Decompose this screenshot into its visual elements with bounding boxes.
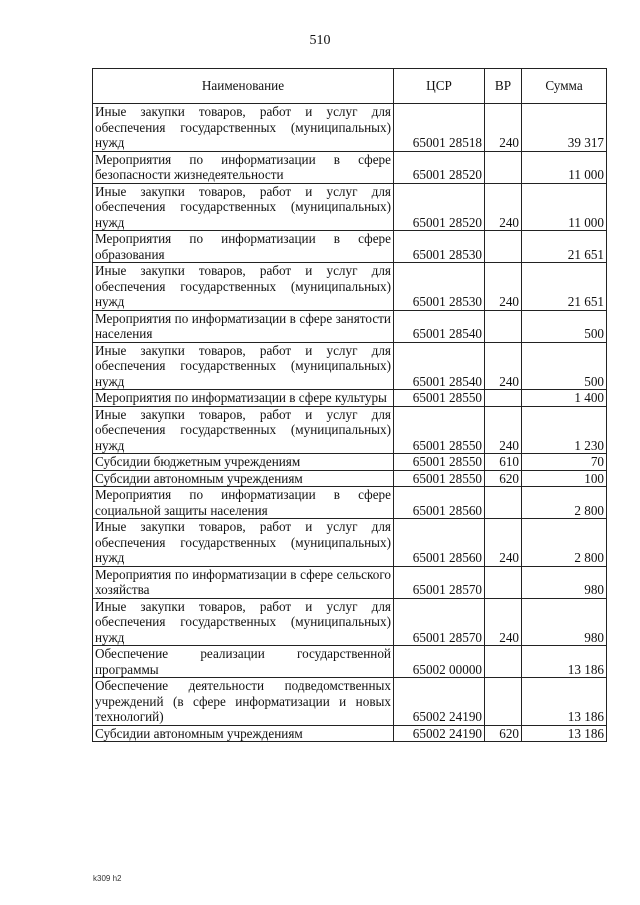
row-sum-cell: 1 400 [522,390,607,407]
table-row [93,390,607,407]
row-vr-cell [485,390,522,407]
row-name-cell: Иные закупки товаров, работ и услуг для обеспечения государственных (муниципальных) нужд [93,598,394,646]
row-sum-cell: 13 186 [522,678,607,726]
row-csr-cell: 65001 28518 [394,104,485,152]
row-sum-cell: 980 [522,598,607,646]
row-csr-cell: 65001 28570 [394,566,485,598]
row-name-cell: Иные закупки товаров, работ и услуг для обеспечения государственных (муниципальных) нужд [93,519,394,567]
row-csr-cell: 65001 28550 [394,406,485,454]
header-csr: ЦСР [394,69,485,104]
budget-table [92,68,607,742]
row-csr-cell: 65001 28550 [394,470,485,487]
table-row [93,406,607,454]
row-vr-cell [485,487,522,519]
row-vr-cell: 240 [485,598,522,646]
row-sum-cell: 11 000 [522,151,607,183]
row-sum-cell: 21 651 [522,231,607,263]
row-name-cell: Субсидии автономным учреждениям [93,725,394,742]
row-sum-cell: 2 800 [522,519,607,567]
row-vr-cell: 240 [485,342,522,390]
table-row [93,646,607,678]
row-vr-cell: 610 [485,454,522,471]
row-vr-cell: 240 [485,406,522,454]
row-vr-cell: 620 [485,470,522,487]
table-body [93,104,607,742]
row-name-cell: Иные закупки товаров, работ и услуг для обеспечения государственных (муниципальных) нужд [93,342,394,390]
table-row [93,678,607,726]
row-csr-cell: 65001 28570 [394,598,485,646]
row-name-cell: Субсидии автономным учреждениям [93,470,394,487]
table-row [93,104,607,152]
row-csr-cell: 65001 28530 [394,263,485,311]
row-sum-cell: 11 000 [522,183,607,231]
table-row [93,487,607,519]
row-csr-cell: 65001 28520 [394,183,485,231]
row-csr-cell: 65001 28560 [394,519,485,567]
row-vr-cell: 240 [485,183,522,231]
row-name-cell: Мероприятия по информатизации в сфере социальной защиты населения [93,487,394,519]
row-csr-cell: 65002 00000 [394,646,485,678]
table-row [93,310,607,342]
table-row [93,725,607,742]
row-vr-cell [485,678,522,726]
header-vr: ВР [485,69,522,104]
row-csr-cell: 65001 28540 [394,310,485,342]
row-name-cell: Обеспечение деятельности подведомственных учреждений (в сфере информатизации и новых технологий) [93,678,394,726]
row-name-cell: Иные закупки товаров, работ и услуг для обеспечения государственных (муниципальных) нужд [93,263,394,311]
table-row [93,231,607,263]
row-sum-cell: 13 186 [522,725,607,742]
table-header-row [93,69,607,104]
row-vr-cell [485,566,522,598]
row-sum-cell: 39 317 [522,104,607,152]
row-csr-cell: 65002 24190 [394,725,485,742]
row-name-cell: Иные закупки товаров, работ и услуг для обеспечения государственных (муниципальных) нужд [93,104,394,152]
header-sum: Сумма [522,69,607,104]
row-name-cell: Мероприятия по информатизации в сфере безопасности жизнедеятельности [93,151,394,183]
row-vr-cell: 620 [485,725,522,742]
row-vr-cell: 240 [485,519,522,567]
row-name-cell: Мероприятия по информатизации в сфере сельского хозяйства [93,566,394,598]
row-csr-cell: 65001 28530 [394,231,485,263]
row-sum-cell: 13 186 [522,646,607,678]
row-sum-cell: 500 [522,310,607,342]
row-name-cell: Субсидии бюджетным учреждениям [93,454,394,471]
row-vr-cell [485,310,522,342]
table-row [93,566,607,598]
table-row [93,183,607,231]
row-vr-cell [485,151,522,183]
row-csr-cell: 65001 28550 [394,454,485,471]
row-sum-cell: 1 230 [522,406,607,454]
row-sum-cell: 2 800 [522,487,607,519]
table-row [93,470,607,487]
row-csr-cell: 65001 28550 [394,390,485,407]
row-sum-cell: 500 [522,342,607,390]
row-sum-cell: 70 [522,454,607,471]
row-vr-cell: 240 [485,104,522,152]
row-vr-cell [485,231,522,263]
page-number: 510 [309,33,331,48]
table-row [93,151,607,183]
row-sum-cell: 100 [522,470,607,487]
table-row [93,519,607,567]
row-sum-cell: 980 [522,566,607,598]
row-vr-cell: 240 [485,263,522,311]
row-csr-cell: 65002 24190 [394,678,485,726]
footer-code: k309 h2 [93,874,122,883]
row-csr-cell: 65001 28560 [394,487,485,519]
row-sum-cell: 21 651 [522,263,607,311]
table-row [93,263,607,311]
table-row [93,454,607,471]
row-name-cell: Мероприятия по информатизации в сфере образования [93,231,394,263]
table-row [93,342,607,390]
header-name: Наименование [93,69,394,104]
row-csr-cell: 65001 28520 [394,151,485,183]
row-name-cell: Обеспечение реализации государственной программы [93,646,394,678]
row-name-cell: Мероприятия по информатизации в сфере занятости населения [93,310,394,342]
row-name-cell: Мероприятия по информатизации в сфере культуры [93,390,394,407]
row-vr-cell [485,646,522,678]
row-name-cell: Иные закупки товаров, работ и услуг для обеспечения государственных (муниципальных) нужд [93,183,394,231]
row-csr-cell: 65001 28540 [394,342,485,390]
table-row [93,598,607,646]
row-name-cell: Иные закупки товаров, работ и услуг для обеспечения государственных (муниципальных) нужд [93,406,394,454]
